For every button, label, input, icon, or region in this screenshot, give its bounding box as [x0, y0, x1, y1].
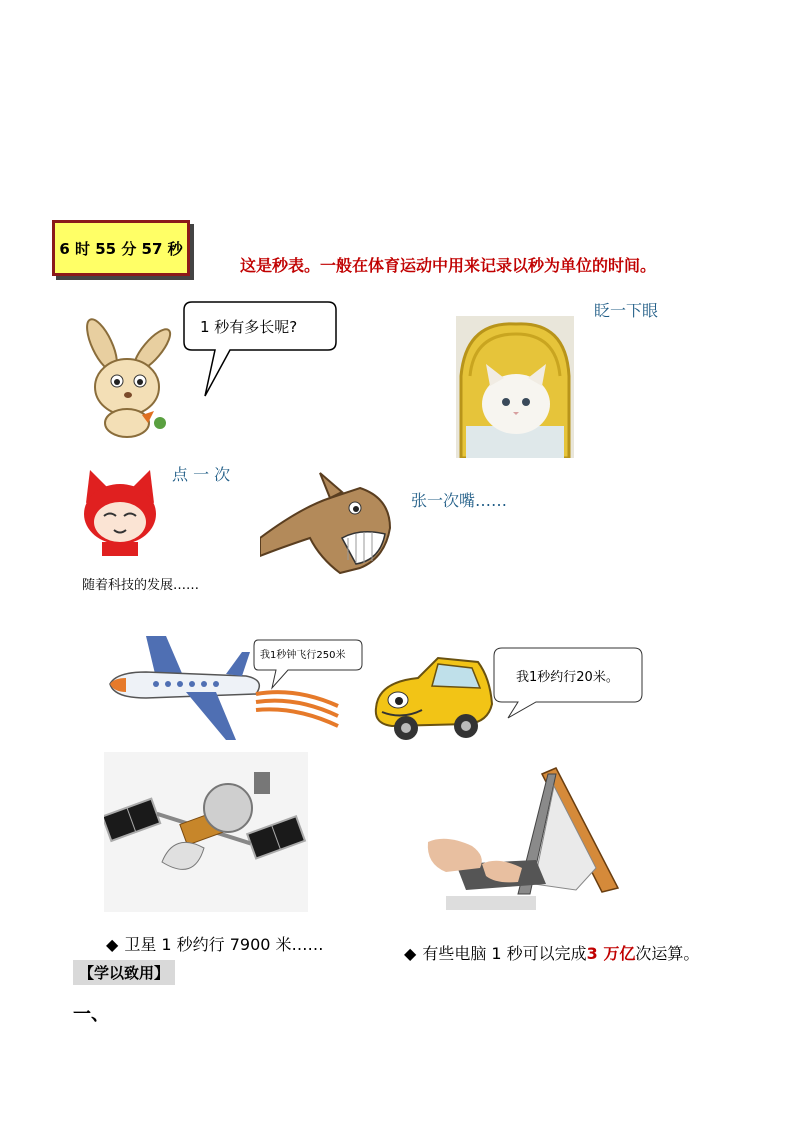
nod-label: 点 一 次 — [172, 465, 231, 484]
kitten-photo — [456, 316, 574, 458]
horse-illustration — [260, 468, 395, 578]
satellite-fact — [106, 932, 324, 955]
time-box — [52, 220, 190, 276]
mouth-label: 张一次嘴…… — [411, 491, 508, 510]
tech-progress-text: 随着科技的发展…… — [82, 578, 200, 593]
rabbit-bubble-text: 1 秒有多长呢? — [200, 318, 298, 336]
fox-illustration — [80, 468, 160, 558]
laptop-illustration — [426, 764, 622, 914]
car-illustration — [368, 648, 498, 743]
diamond-bullet-icon: ◆ — [404, 944, 417, 963]
diamond-bullet-icon: ◆ — [106, 935, 119, 954]
computer-fact-before: 有些电脑 1 秒可以完成 — [422, 944, 587, 963]
car-bubble-text: 我1秒约行20米。 — [516, 670, 619, 685]
computer-fact-highlight: 3 万亿 — [586, 944, 636, 963]
plane-bubble-text: 我1秒钟飞行250米 — [260, 650, 346, 661]
section-tag: 【学以致用】 — [73, 960, 175, 985]
rabbit-illustration — [72, 315, 172, 440]
satellite-fact-text: 卫星 1 秒约行 7900 米…… — [124, 935, 324, 954]
time-text: 6 时 55 分 57 秒 — [59, 239, 183, 258]
section-one-heading: 一、 — [73, 1004, 109, 1025]
computer-fact-after: 次运算。 — [635, 944, 700, 963]
computer-fact — [404, 941, 699, 964]
intro-text: 这是秒表。一般在体育运动中用来记录以秒为单位的时间。 — [240, 256, 657, 275]
satellite-illustration — [104, 752, 308, 912]
blink-label: 眨一下眼 — [594, 301, 659, 320]
